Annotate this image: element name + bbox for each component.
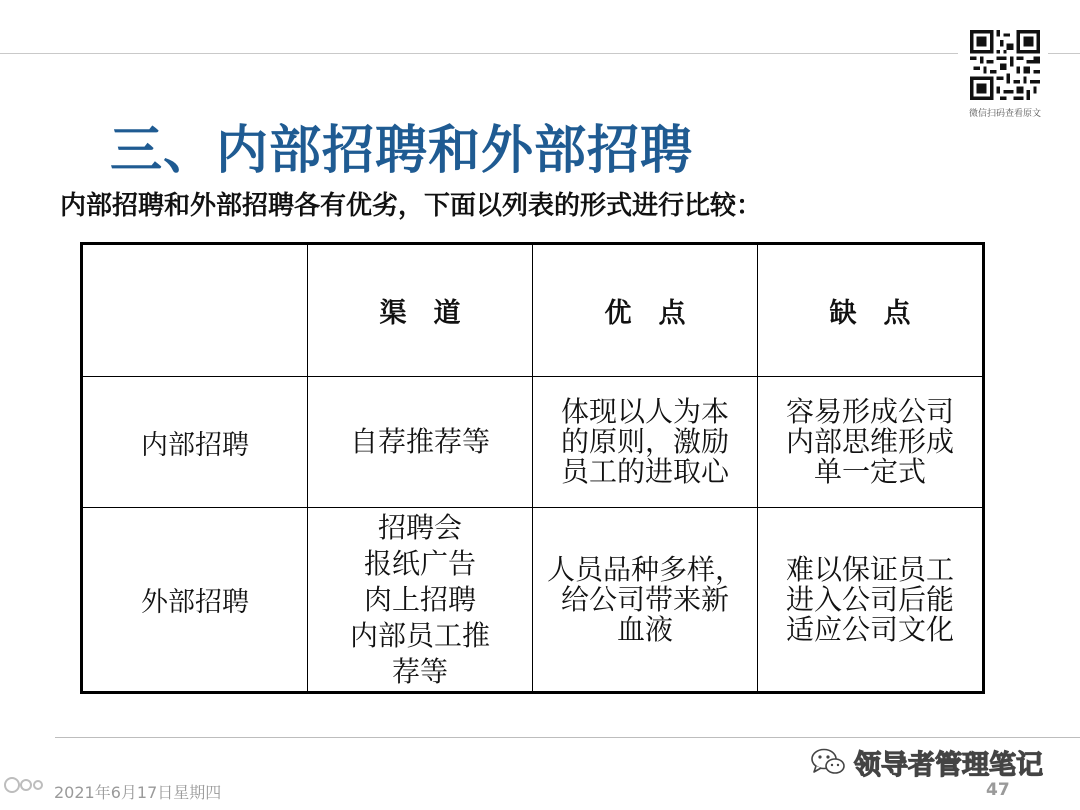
bottom-divider	[55, 737, 1080, 738]
cell-external-channel	[308, 508, 533, 693]
cell-line: 内部员工推	[349, 618, 490, 652]
cell-internal-pros	[533, 377, 758, 508]
cell-external-pros	[533, 508, 758, 693]
cell-line: 体现以人为本	[560, 395, 729, 428]
cell-line: 单一定式	[813, 455, 926, 488]
cell-line: 适应公司文化	[785, 612, 954, 646]
page-subtitle: 内部招聘和外部招聘各有优劣，下面以列表的形式进行比较：	[60, 191, 763, 221]
cell-line: 报纸广告	[363, 546, 476, 580]
cell-external-cons	[758, 508, 984, 693]
comparison-table	[80, 242, 985, 694]
table-row	[82, 508, 984, 693]
footer-date: 2021年6月17日星期四	[54, 783, 222, 802]
cell-line: 员工的进取心	[560, 455, 729, 488]
watermark-text: 领导者管理笔记	[854, 749, 1043, 781]
row-label-external: 外部招聘	[82, 508, 308, 693]
page-title: 三、内部招聘和外部招聘	[110, 121, 694, 181]
table-row	[82, 377, 984, 508]
header-cell-pros: 优 点	[533, 244, 758, 377]
cell-line: 内部思维形成	[785, 425, 954, 458]
cell-line: 难以保证员工	[785, 552, 954, 586]
wechat-icon	[810, 747, 846, 777]
header-cell-channel: 渠 道	[308, 244, 533, 377]
cell-internal-channel	[308, 377, 533, 508]
qr-caption: 微信扫码查看原文	[968, 109, 1041, 119]
cell-line: 招聘会	[377, 510, 462, 544]
cell-line: 给公司带来新	[560, 582, 729, 616]
cell-line: 自荐推荐等	[349, 425, 490, 458]
row-label-internal: 内部招聘	[82, 377, 308, 508]
top-divider-right	[1048, 53, 1080, 54]
cell-line: 进入公司后能	[785, 582, 954, 616]
top-divider	[0, 53, 958, 54]
header-cell-cons: 缺 点	[758, 244, 984, 377]
page-number: 47	[986, 780, 1010, 800]
footer-logo-icon	[2, 772, 48, 803]
table-header-row	[82, 244, 984, 377]
header-cell-empty	[82, 244, 308, 377]
watermark	[810, 744, 1043, 780]
cell-line: 容易形成公司	[785, 395, 954, 428]
cell-line: 肉上招聘	[363, 582, 476, 616]
cell-line: 人员品种多样，	[546, 552, 743, 586]
cell-internal-cons	[758, 377, 984, 508]
cell-line: 血液	[616, 612, 673, 646]
cell-line: 的原则，激励	[560, 425, 729, 458]
cell-line: 荐等	[391, 654, 448, 688]
qr-code-icon	[970, 30, 1040, 100]
